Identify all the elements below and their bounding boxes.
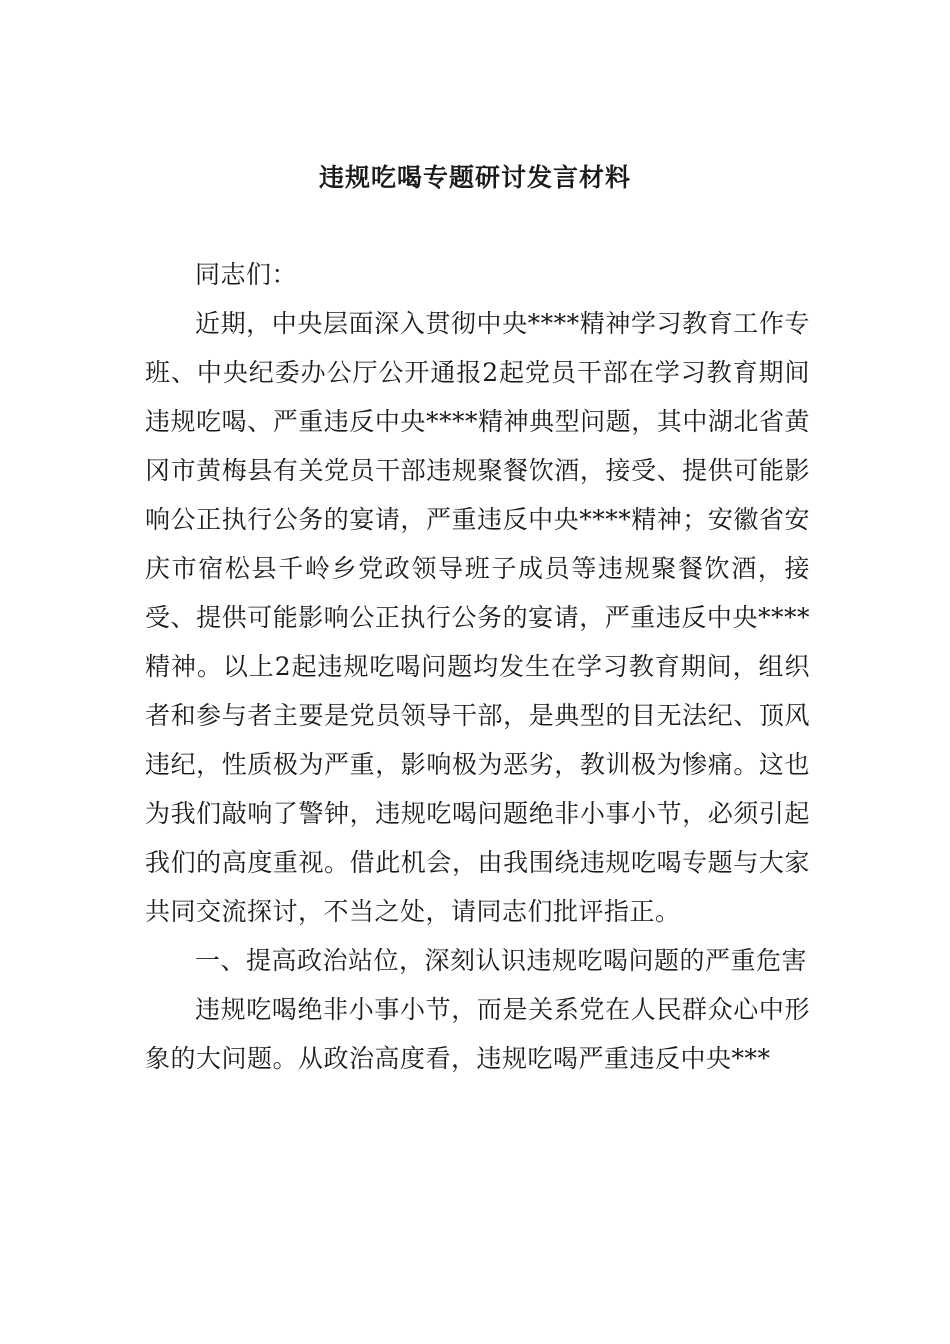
section-paragraph: 违规吃喝绝非小事小节，而是关系党在人民群众心中形象的大问题。从政治高度看，违规吃喝严重违反中央*** <box>145 995 810 1073</box>
document-title: 违规吃喝专题研讨发言材料 <box>318 163 631 192</box>
document-body <box>145 250 810 1083</box>
intro-paragraph: 近期，中央层面深入贯彻中央****精神学习教育工作专班、中央纪委办公厅公开通报2起党员干部在学习教育期间违规吃喝、严重违反中央****精神典型问题，其中湖北省黄冈市黄梅县有关党员干部违规聚餐饮酒，接受、提供可能影响公正执行公务的宴请，严重违反中央****精神；安徽省安庆市宿松县千岭乡党政领导班子成员等违规聚餐饮酒，接受、提供可能影响公正执行公务的宴请，严重违反中央****精神。以上2起违规吃喝问题均发生在学习教育期间，组织者和参与者主要是党员领导干部，是典型的目无法纪、顶风违纪，性质极为严重，影响极为恶劣，教训极为惨痛。这也为我们敲响了警钟，违规吃喝问题绝非小事小节，必须引起我们的高度重视。借此机会，由我围绕违规吃喝专题与大家共同交流探讨，不当之处，请同志们批评指正。 <box>145 309 810 926</box>
salutation: 同志们： <box>195 260 298 289</box>
section-heading: 一、提高政治站位，深刻认识违规吃喝问题的严重危害 <box>195 946 808 975</box>
